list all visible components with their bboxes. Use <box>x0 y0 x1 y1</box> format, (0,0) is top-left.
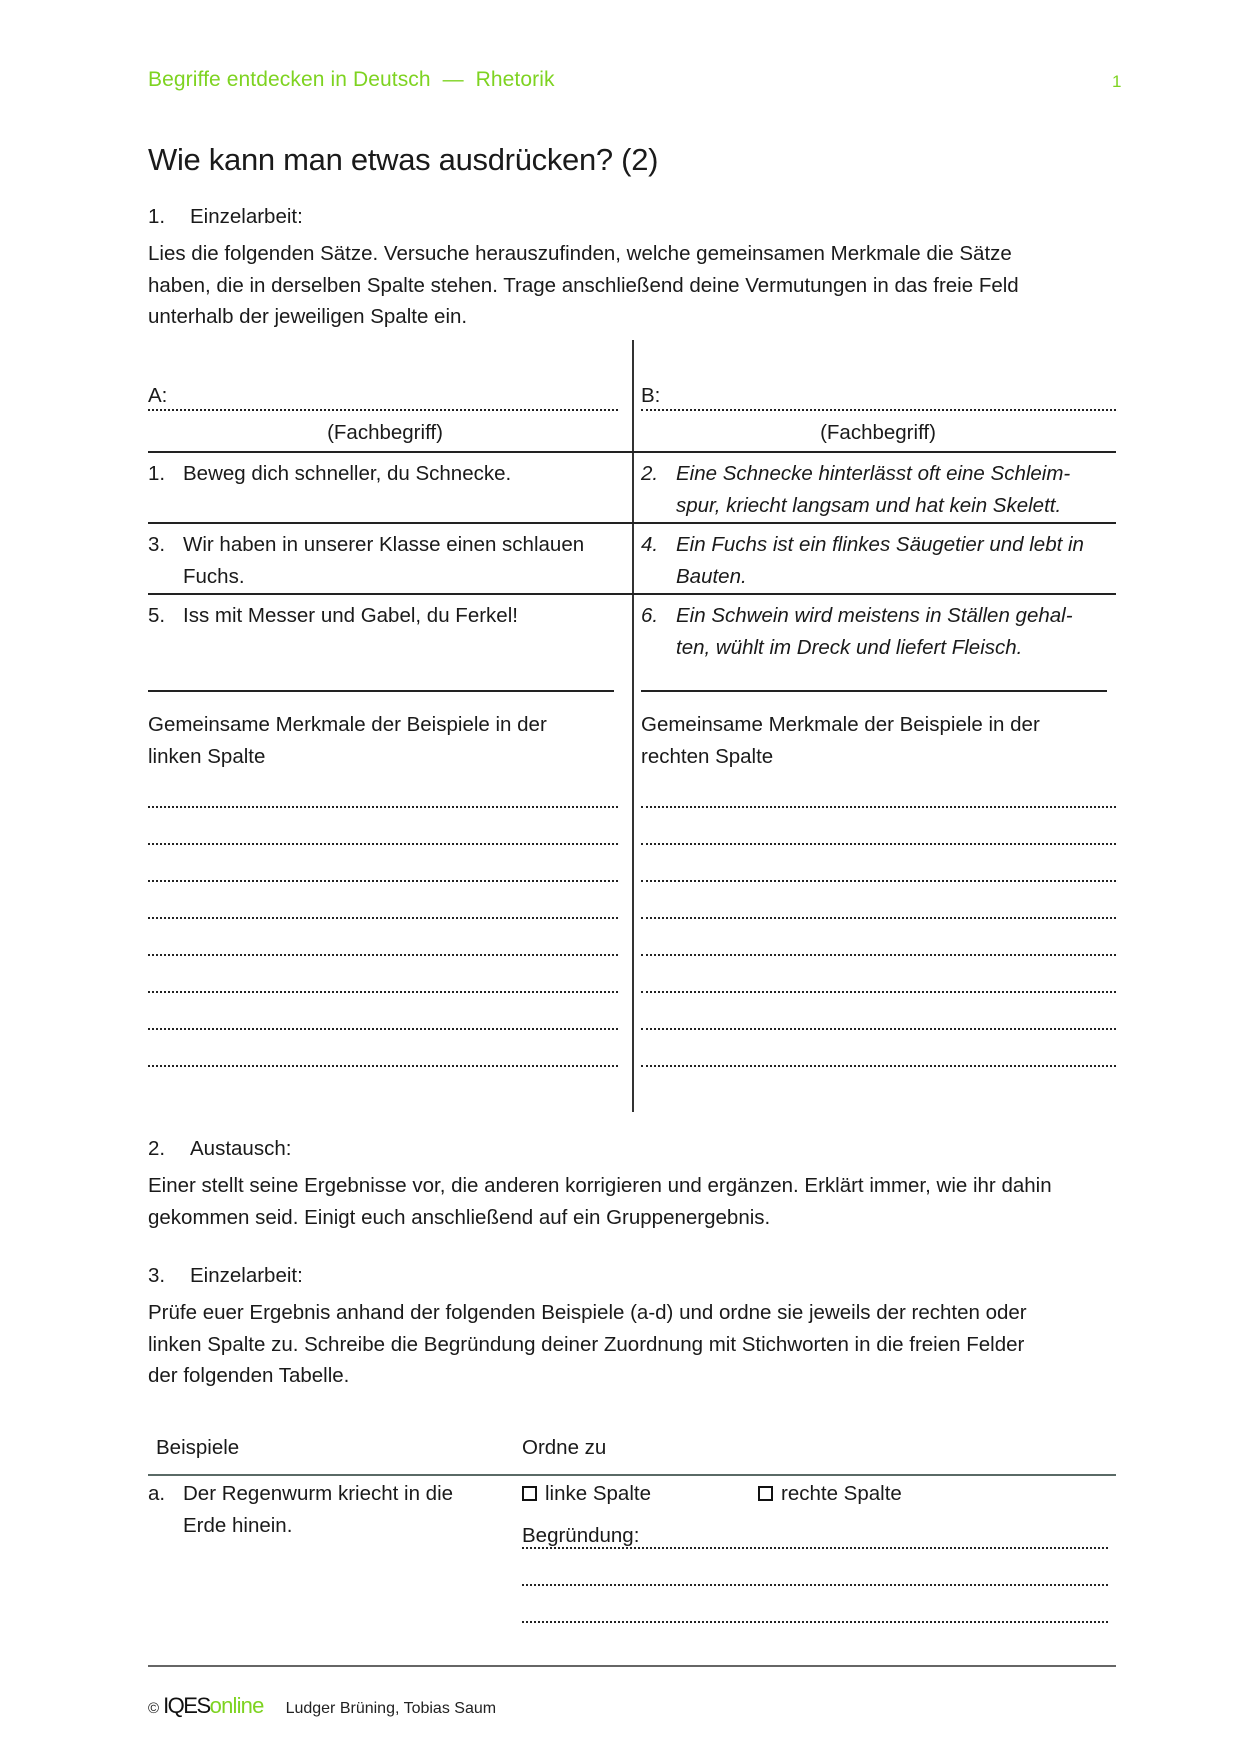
right-answer-line-5[interactable] <box>641 954 1116 956</box>
item-text: Iss mit Messer und Gabel, du Ferkel! <box>183 604 518 627</box>
task3-line: der folgenden Tabelle. <box>148 1364 350 1387</box>
heading-line: rechten Spalte <box>641 744 774 768</box>
column-b-term-caption: (Fachbegriff) <box>820 421 936 444</box>
row-separator <box>148 593 1116 595</box>
task3-number: 3. <box>148 1264 166 1287</box>
example-item-3 <box>148 529 628 592</box>
topic-name: Rhetorik <box>475 68 555 91</box>
column-a-term-field[interactable] <box>148 409 618 411</box>
left-answer-line-8[interactable] <box>148 1065 618 1067</box>
brand-logo-iqes: IQES <box>163 1693 210 1718</box>
item-number: 1. <box>148 462 166 485</box>
left-answer-line-1[interactable] <box>148 806 618 808</box>
page-number: 1 <box>1112 72 1122 91</box>
row-separator <box>148 522 1116 524</box>
table-header-examples: Beispiele <box>156 1436 240 1459</box>
task3-line: Prüfe euer Ergebnis anhand der folgenden Beispiele (a-d) und ordne sie jeweils der rechten oder <box>148 1301 1027 1324</box>
option-label: rechte Spalte <box>781 1482 902 1505</box>
column-a-label: A: <box>148 384 168 407</box>
example-item-2 <box>641 458 1121 521</box>
item-text: spur, kriecht langsam und hat kein Skelett. <box>676 493 1062 517</box>
item-text: Ein Schwein wird meistens in Ställen gehal- <box>676 604 1073 627</box>
task1-line: unterhalb der jeweiligen Spalte ein. <box>148 305 468 328</box>
right-block-end-line <box>641 690 1107 692</box>
reason-label: Begründung: <box>522 1524 640 1547</box>
example-text: Der Regenwurm kriecht in die <box>183 1482 454 1505</box>
column-divider <box>632 340 634 1112</box>
item-text: ten, wühlt im Dreck und liefert Fleisch. <box>676 635 1023 659</box>
task3-line: linken Spalte zu. Schreibe die Begründung deiner Zuordnung mit Stichworten in die freien Felder <box>148 1332 1025 1356</box>
option-right-column[interactable] <box>758 1482 902 1506</box>
reason-line-3[interactable] <box>522 1621 1108 1623</box>
course-name: Begriffe entdecken in Deutsch <box>148 68 431 91</box>
heading-line: Gemeinsame Merkmale der Beispiele in der <box>148 713 547 736</box>
left-answer-line-5[interactable] <box>148 954 618 956</box>
right-answer-line-6[interactable] <box>641 991 1116 993</box>
column-b-label: B: <box>641 384 661 407</box>
reason-line-1[interactable] <box>522 1547 1108 1549</box>
task2-instructions <box>148 1170 1128 1233</box>
left-answer-line-3[interactable] <box>148 880 618 882</box>
copyright-symbol: © <box>148 1700 160 1717</box>
task2-line: gekommen seid. Einigt euch anschließend auf ein Gruppenergebnis. <box>148 1205 771 1229</box>
header-separator: — <box>442 68 464 91</box>
left-answer-line-4[interactable] <box>148 917 618 919</box>
left-features-heading <box>148 709 622 772</box>
example-item-1 <box>148 458 628 490</box>
right-answer-line-7[interactable] <box>641 1028 1116 1030</box>
column-a-term-caption: (Fachbegriff) <box>327 421 443 444</box>
footer <box>148 1693 496 1719</box>
task1-heading <box>148 205 303 229</box>
checkbox-left-column[interactable] <box>522 1486 537 1501</box>
item-number: 5. <box>148 604 166 627</box>
task1-number: 1. <box>148 205 166 228</box>
checkbox-right-column[interactable] <box>758 1486 773 1501</box>
example-text: Erde hinein. <box>183 1513 293 1537</box>
left-block-end-line <box>148 690 614 692</box>
item-text: Wir haben in unserer Klasse einen schlauen <box>183 533 585 556</box>
left-answer-line-2[interactable] <box>148 843 618 845</box>
page-title: Wie kann man etwas ausdrücken? (2) <box>148 142 659 177</box>
item-text: Bauten. <box>676 564 747 588</box>
left-answer-line-7[interactable] <box>148 1028 618 1030</box>
row-separator <box>148 451 1116 453</box>
row-letter: a. <box>148 1482 166 1505</box>
task3-title: Einzelarbeit: <box>190 1264 303 1287</box>
right-answer-line-4[interactable] <box>641 917 1116 919</box>
task1-line: Lies die folgenden Sätze. Versuche herauszufinden, welche gemeinsamen Merkmale die Sätze <box>148 242 1012 265</box>
table-row-a-example <box>148 1478 498 1541</box>
heading-line: Gemeinsame Merkmale der Beispiele in der <box>641 713 1040 736</box>
right-answer-line-8[interactable] <box>641 1065 1116 1067</box>
reason-line-2[interactable] <box>522 1584 1108 1586</box>
left-answer-line-6[interactable] <box>148 991 618 993</box>
example-item-4 <box>641 529 1121 592</box>
task1-line: haben, die in derselben Spalte stehen. Trage anschließend deine Vermutungen in das freie Feld <box>148 273 1019 297</box>
right-answer-line-2[interactable] <box>641 843 1116 845</box>
option-label: linke Spalte <box>545 1482 651 1505</box>
brand-logo-online: online <box>209 1693 264 1718</box>
item-number: 6. <box>641 604 659 627</box>
item-text: Ein Fuchs ist ein flinkes Säugetier und lebt in <box>676 533 1084 556</box>
task2-heading <box>148 1137 291 1161</box>
task2-title: Austausch: <box>190 1137 292 1160</box>
task2-number: 2. <box>148 1137 166 1160</box>
task3-instructions <box>148 1297 1128 1392</box>
right-answer-line-1[interactable] <box>641 806 1116 808</box>
task3-heading <box>148 1264 303 1288</box>
right-answer-line-3[interactable] <box>641 880 1116 882</box>
item-number: 2. <box>641 462 659 485</box>
item-text: Beweg dich schneller, du Schnecke. <box>183 462 512 485</box>
item-text: Fuchs. <box>183 564 245 588</box>
footer-rule <box>148 1665 1116 1667</box>
item-number: 4. <box>641 533 659 556</box>
right-features-heading <box>641 709 1115 772</box>
table-header-assign: Ordne zu <box>522 1436 607 1459</box>
task1-title: Einzelarbeit: <box>190 205 303 228</box>
item-text: Eine Schnecke hinterlässt oft eine Schleim- <box>676 462 1071 485</box>
column-b-term-field[interactable] <box>641 409 1116 411</box>
running-header <box>148 68 555 92</box>
item-number: 3. <box>148 533 166 556</box>
example-item-6 <box>641 600 1121 663</box>
example-item-5 <box>148 600 628 632</box>
task1-instructions <box>148 238 1128 333</box>
task2-line: Einer stellt seine Ergebnisse vor, die anderen korrigieren und ergänzen. Erklärt immer, wie ihr dahin <box>148 1174 1052 1197</box>
option-left-column[interactable] <box>522 1482 651 1506</box>
table-header-rule <box>148 1474 1116 1476</box>
authors: Ludger Brüning, Tobias Saum <box>285 1700 497 1717</box>
heading-line: linken Spalte <box>148 744 266 768</box>
